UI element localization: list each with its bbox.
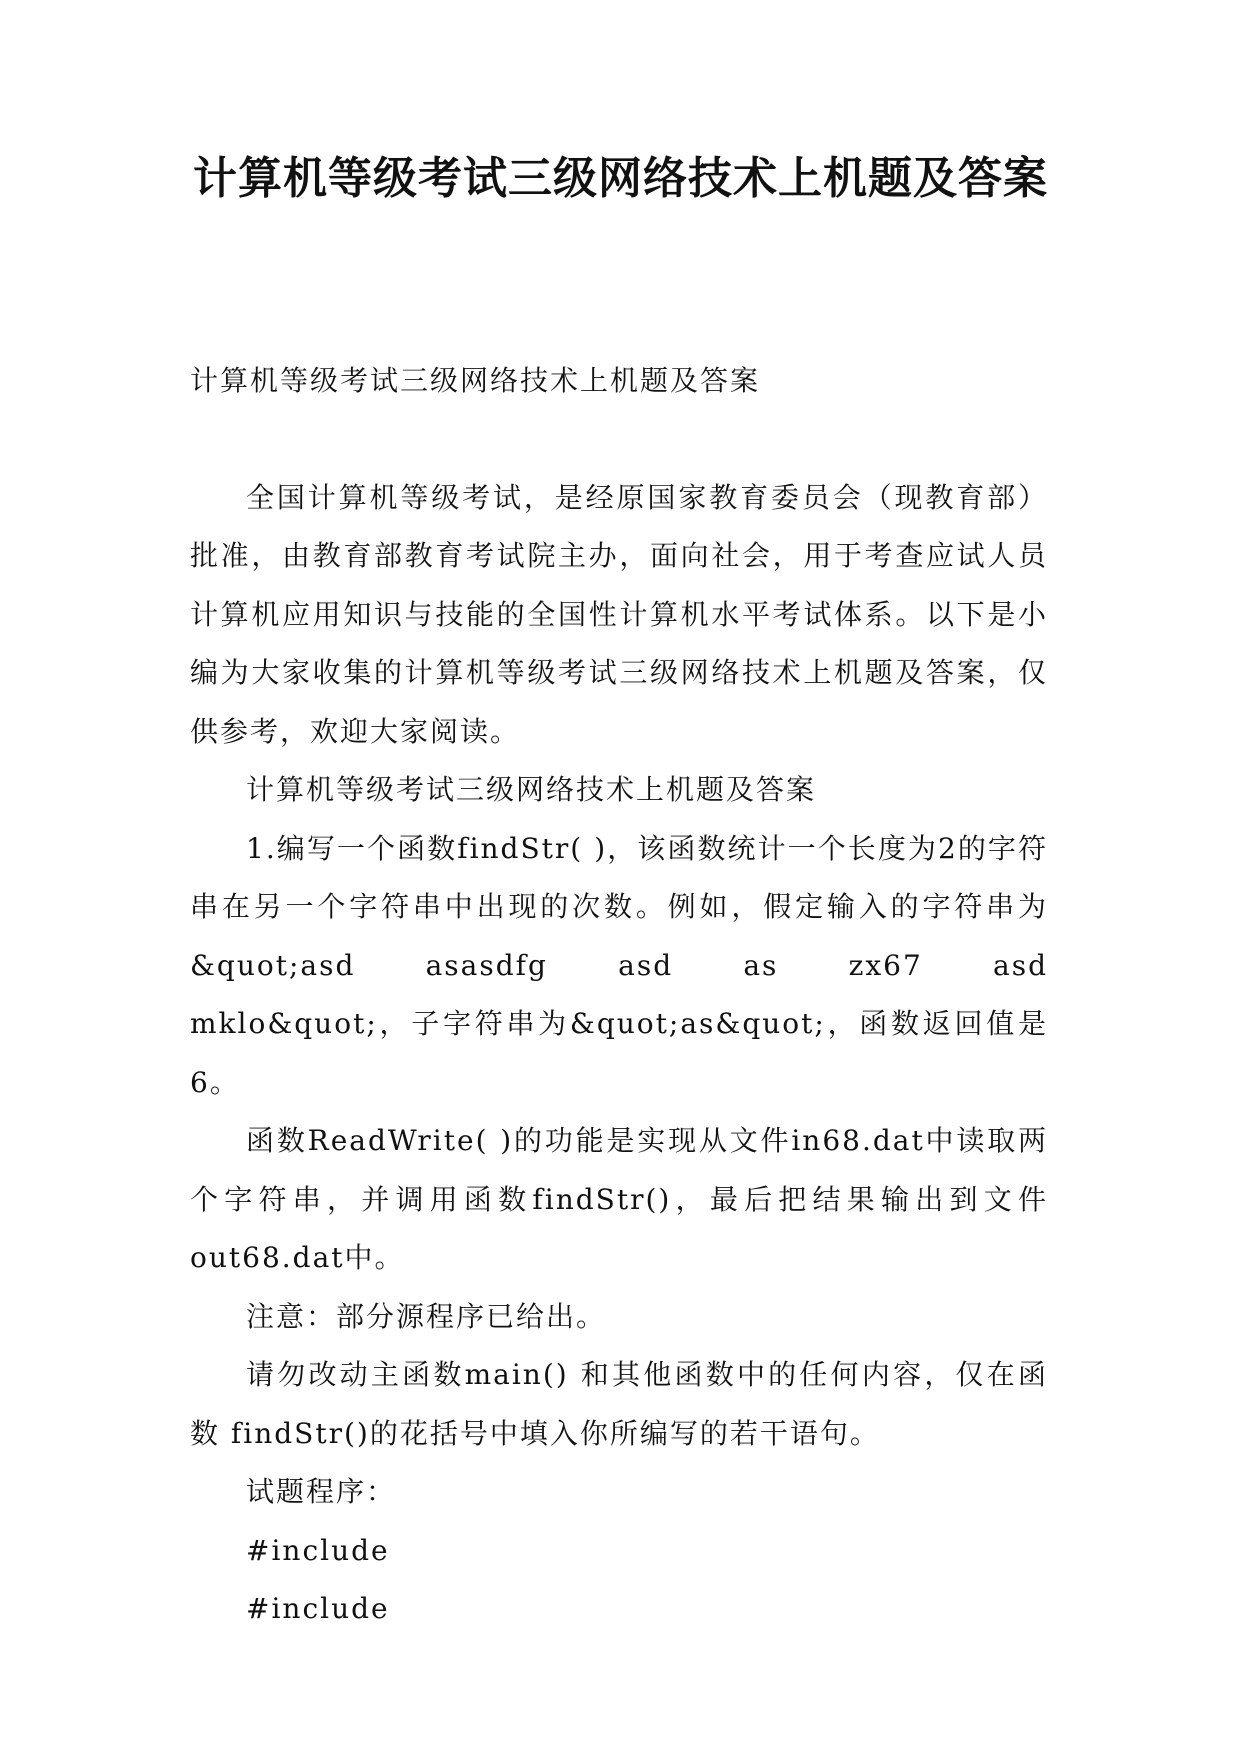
- code-line-include-2: #include: [246, 1592, 390, 1625]
- code-line-include-1: #include: [246, 1533, 390, 1567]
- program-label: 试题程序：: [246, 1475, 397, 1508]
- note-paragraph: 注意：部分源程序已给出。: [246, 1299, 607, 1333]
- question-1-paragraph: 1.编写一个函数findStr( )，该函数统计一个长度为2的字符串在另一个字符串中出现的次数。例如，假定输入的字符串为&quot;asd asasdfg asd as zx67 asd: [190, 831, 1048, 982]
- document-title: 计算机等级考试三级网络技术上机题及答案: [193, 153, 1048, 204]
- intro-paragraph: 全国计算机等级考试，是经原国家教育委员会（现教育部）批准，由教育部教育考试院主办，面向社会，用于考查应试人员计算机应用知识与技能的全国性计算机水平考试体系。以下是小编为大家收集的计算机等级考试三级网络技术上机题及答案，仅供参考，欢迎大家阅读。: [190, 480, 1048, 748]
- document-body: [190, 352, 1048, 1639]
- question-1-continuation: mklo&quot;，子字符串为&quot;as&quot;，函数返回值是6。: [190, 1007, 1048, 1099]
- section-heading: 计算机等级考试三级网络技术上机题及答案: [246, 773, 817, 806]
- instruction-paragraph: 请勿改动主函数main() 和其他函数中的任何内容，仅在函数 findStr()的花括号中填入你所编写的若干语句。: [190, 1358, 1048, 1450]
- readwrite-paragraph: 函数ReadWrite( )的功能是实现从文件in68.dat中读取两个字符串，并调用函数findStr()，最后把结果输出到文件out68.dat中。: [190, 1124, 1048, 1274]
- document-subtitle: 计算机等级考试三级网络技术上机题及答案: [190, 364, 761, 397]
